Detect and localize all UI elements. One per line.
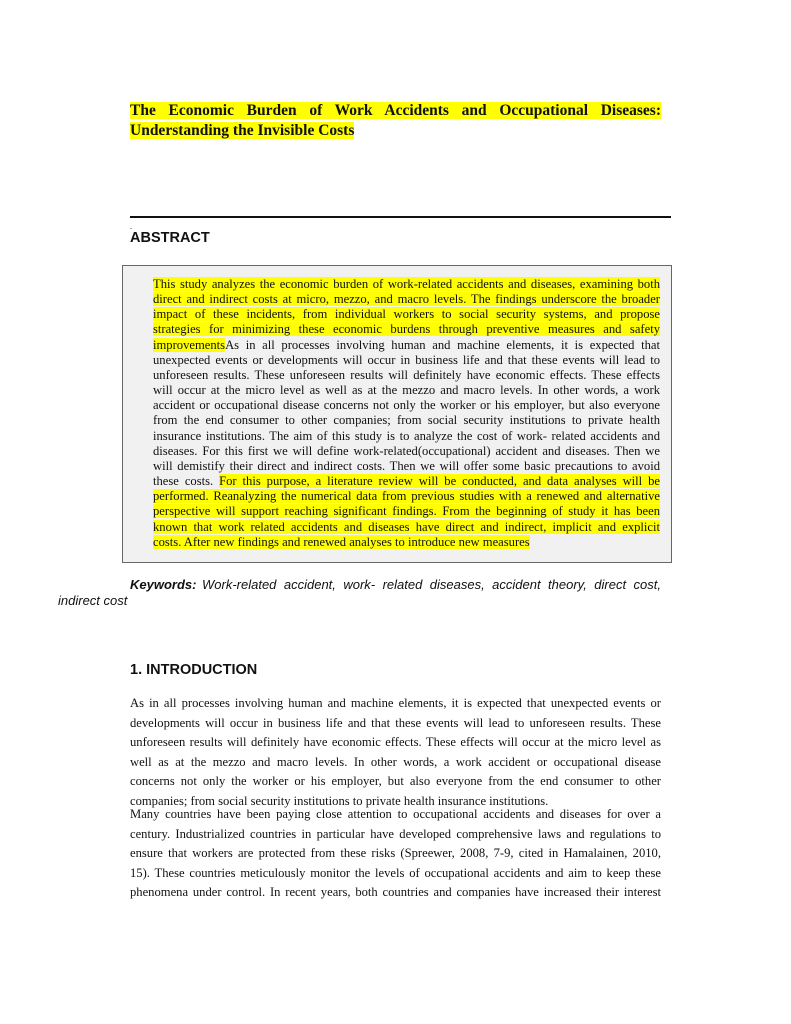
text-line	[153, 504, 660, 519]
highlighted-text: For this purpose, a literature review will be conducted, and data analyses will be	[219, 474, 660, 489]
text-line	[130, 825, 661, 845]
text-line	[153, 338, 660, 353]
text-line	[153, 474, 660, 489]
text-segment: well as at the mezzo and macro levels. In other words, a work accident or occupational disease	[130, 754, 661, 769]
text-line	[153, 322, 660, 337]
highlighted-text: costs. After new findings and renewed analyses to introduce new measures	[153, 534, 530, 549]
text-line	[130, 844, 661, 864]
text-line	[153, 277, 660, 292]
text-segment: these costs.	[153, 474, 220, 489]
text-line	[153, 429, 660, 444]
text-line	[130, 772, 661, 792]
text-segment: century. Industrialized countries in particular have developed comprehensive laws and regulations to	[130, 826, 661, 841]
text-segment: indirect cost	[58, 592, 128, 608]
intro-paragraph-1	[130, 694, 661, 811]
highlighted-text: Understanding the Invisible Costs	[130, 121, 355, 139]
highlighted-text: impact of these incidents, from individual workers to social security systems, and propose	[153, 307, 660, 322]
highlighted-text: performed. Reanalyzing the numerical data from previous studies with a renewed and alternative	[153, 489, 660, 504]
text-line	[130, 883, 661, 903]
highlighted-text: perspective will support reaching significant findings. From the beginning of study it has been	[153, 504, 660, 519]
text-line	[153, 398, 660, 413]
text-segment: ensure that workers are protected from these risks (Spreewer, 2008, 7-9, cited in Hamalainen, 2010,	[130, 846, 661, 860]
text-segment: unforeseen results. These unforeseen results will definitely have economic effects. These effects	[153, 367, 660, 382]
text-segment: 15). These countries meticulously monitor the levels of occupational accidents and aim to keep these	[130, 865, 661, 880]
text-segment: will demistify their direct and indirect costs. Then we will offer some basic precautions to avoid	[153, 458, 660, 473]
text-line	[153, 383, 660, 398]
keywords-label: Keywords:	[130, 577, 197, 592]
text-line	[153, 459, 660, 474]
text-segment: As in all processes involving human and machine elements, it is expected that	[225, 337, 660, 352]
text-line	[153, 307, 660, 322]
text-line	[130, 805, 661, 825]
text-line	[130, 864, 661, 884]
text-segment: developments will occur in business life and that these events will lead to unforeseen results. These	[130, 715, 661, 730]
highlighted-text: This study analyzes the economic burden of work-related accidents and diseases, examining both	[153, 277, 660, 291]
text-line	[130, 121, 661, 141]
highlighted-text: improvements	[153, 337, 226, 352]
text-line	[130, 577, 661, 593]
text-line	[153, 520, 660, 535]
text-line	[130, 101, 661, 121]
text-segment: phenomena under control. In recent years, both countries and companies have increased their interest	[130, 885, 661, 899]
text-line	[130, 753, 661, 773]
abstract-heading: ABSTRACT	[130, 230, 210, 246]
text-segment: will occur at the micro level as well as at the mezzo and macro levels. In other words, a work	[153, 383, 660, 398]
text-line	[130, 694, 661, 714]
text-segment: concerns not only the worker or his employer, but also everyone from the end consumer to other	[130, 774, 661, 788]
text-segment: unforeseen results will definitely have economic effects. These effects will occur at the micro level as	[130, 735, 661, 749]
text-segment: from the end consumer to other companies; from social security institutions to private health	[153, 413, 660, 428]
text-line	[130, 714, 661, 734]
text-line	[130, 733, 661, 753]
text-segment: insurance institutions. The aim of this study is to analyze the cost of work- related accidents and	[153, 428, 660, 443]
text-line	[153, 489, 660, 504]
text-segment: unexpected events or developments will occur in business life and that these events will lead to	[153, 352, 660, 367]
divider-rule	[130, 216, 671, 218]
text-segment: Many countries have been paying close attention to occupational accidents and diseases for over a	[130, 807, 661, 821]
paper-title	[130, 101, 661, 140]
text-line	[153, 535, 660, 550]
text-segment: diseases. For this first we will define work-related(occupational) accident and diseases. Then we	[153, 443, 660, 458]
text-line	[153, 368, 660, 383]
text-segment: Work-related accident, work- related diseases, accident theory, direct cost,	[202, 577, 661, 592]
text-line	[153, 413, 660, 428]
highlighted-text: known that work related accidents and diseases have direct and indirect, implicit and explicit	[153, 519, 660, 534]
text-line	[153, 353, 660, 368]
abstract-text	[153, 277, 660, 550]
highlighted-text: strategies for minimizing these economic burdens through preventive measures and safety	[153, 322, 660, 337]
introduction-heading: 1. INTRODUCTION	[130, 662, 258, 678]
text-line	[153, 444, 660, 459]
text-segment: companies; from social security institutions to private health insurance institutions.	[130, 793, 549, 808]
keywords-text	[58, 577, 661, 608]
text-line	[58, 592, 661, 609]
highlighted-text: The Economic Burden of Work Accidents and Occupational Diseases:	[130, 102, 661, 119]
bullet-dot: .	[130, 222, 132, 231]
highlighted-text: direct and indirect costs at micro, mezzo, and macro levels. The findings underscore the broader	[153, 292, 660, 307]
intro-paragraph-2	[130, 805, 661, 903]
text-line	[153, 292, 660, 307]
text-segment: As in all processes involving human and machine elements, it is expected that unexpected events or	[130, 696, 661, 710]
text-segment: accident or occupational disease concerns not only the worker or his employer, but also everyone	[153, 398, 660, 413]
keywords	[58, 577, 661, 608]
